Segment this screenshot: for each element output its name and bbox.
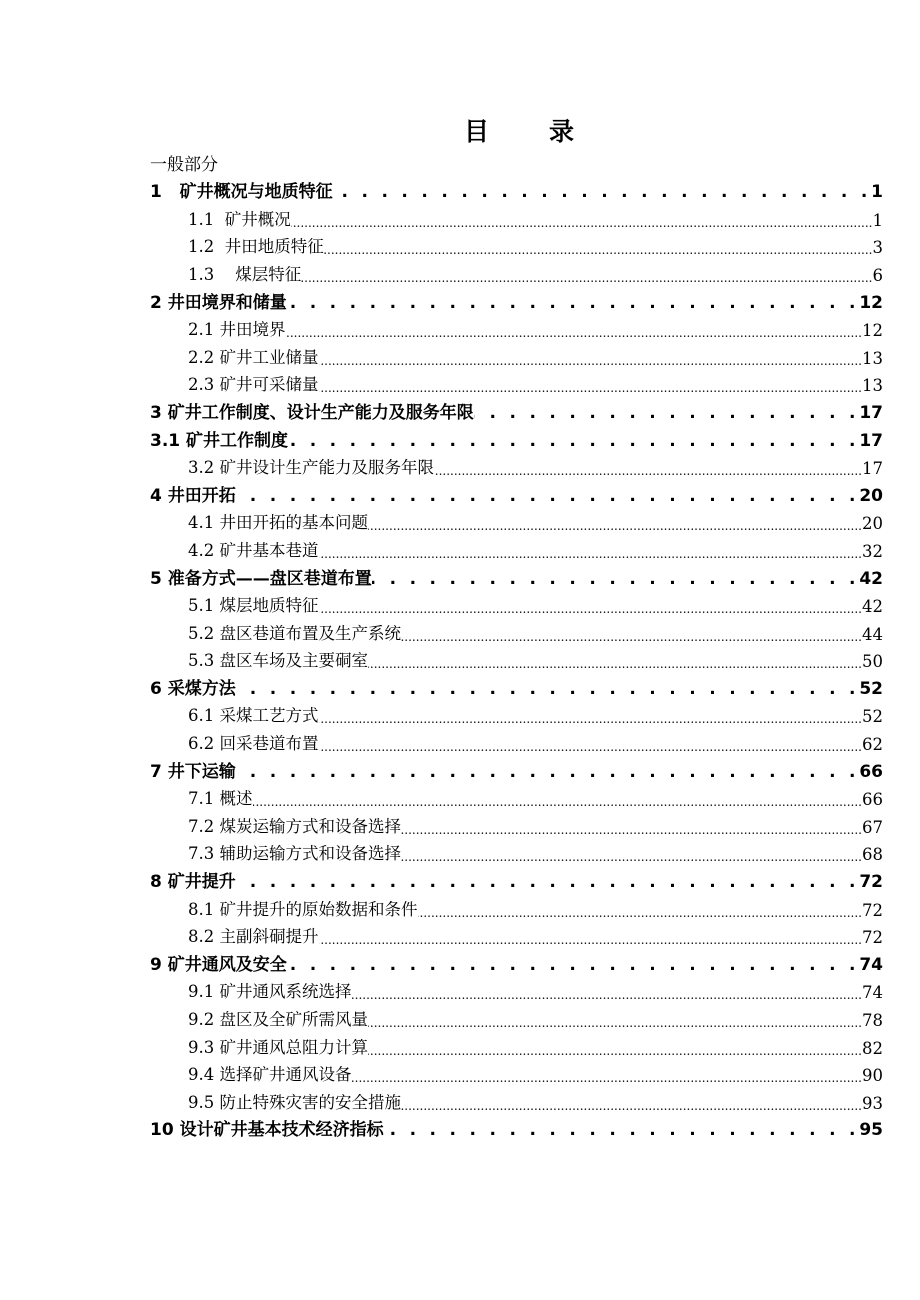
toc-entry-label: 4 井田开拓 [150, 485, 236, 506]
toc-chapter-entry[interactable] [150, 1113, 883, 1141]
toc-entry-label: 7.1 概述 [188, 789, 253, 809]
toc-page-number: 78 [862, 1011, 883, 1030]
toc-leader-dots [319, 602, 863, 616]
toc-page-number: 13 [862, 376, 883, 396]
toc-leader-dots [236, 486, 860, 506]
toc-entry-label: 2.1 井田境界 [188, 320, 286, 340]
toc-leader-dots [319, 933, 863, 947]
toc-page-number: 95 [859, 1120, 883, 1141]
toc-entry-label: 5.2 盘区巷道布置及生产系统 [188, 623, 401, 643]
toc-leader-dots [236, 762, 860, 782]
toc-page-number: 72 [862, 900, 883, 920]
toc-page-number: 74 [859, 954, 883, 975]
toc-page-number: 1 [872, 210, 883, 230]
toc-page-number: 12 [862, 321, 883, 341]
page-title [0, 112, 920, 148]
toc-entry-label: 5 准备方式——盘区巷道布置 [150, 568, 372, 589]
toc-leader-dots [401, 850, 862, 864]
title-char-1: 目 [463, 117, 491, 146]
toc-section-entry[interactable] [150, 1085, 883, 1113]
toc-entry-label: 9.3 矿井通风总阻力计算 [188, 1037, 368, 1057]
toc-section-entry[interactable] [150, 202, 883, 230]
toc-page-number: 90 [862, 1066, 883, 1086]
toc-chapter-entry[interactable] [150, 947, 883, 975]
toc-page-number: 17 [862, 459, 883, 479]
toc-entry-label: 7.3 辅助运输方式和设备选择 [188, 844, 401, 864]
toc-leader-dots [352, 988, 863, 1002]
toc-entry-label: 9.4 选择矿井通风设备 [188, 1065, 352, 1085]
toc-section-entry[interactable] [150, 644, 883, 672]
toc-leader-dots [319, 712, 863, 726]
toc-chapter-entry[interactable] [150, 671, 883, 699]
toc-section-heading [150, 147, 883, 175]
toc-section-entry[interactable] [150, 920, 883, 948]
toc-entry-label: 2.3 矿井可采储量 [188, 375, 319, 395]
toc-leader-dots [319, 354, 863, 368]
toc-entry-label: 7.2 煤炭运输方式和设备选择 [188, 816, 401, 836]
toc-entry-label: 5.1 煤层地质特征 [188, 596, 319, 616]
toc-section-entry[interactable] [150, 892, 883, 920]
toc-section-entry[interactable] [150, 506, 883, 534]
toc-entry-label: 2.2 矿井工业储量 [188, 347, 319, 367]
toc-section-entry[interactable] [150, 589, 883, 617]
toc-entry-label: 8 矿井提升 [150, 872, 236, 893]
toc-page-number: 66 [859, 761, 883, 782]
toc-leader-dots [401, 823, 862, 837]
toc-chapter-entry[interactable] [150, 175, 883, 203]
table-of-contents [150, 147, 883, 1140]
toc-chapter-entry[interactable] [150, 478, 883, 506]
toc-entry-label: 4.2 矿井基本巷道 [188, 540, 319, 560]
toc-entry-label: 1.1 矿井概况 [188, 209, 291, 229]
toc-leader-dots [368, 519, 862, 533]
toc-heading-label: 一般部分 [150, 154, 218, 175]
toc-leader-dots [287, 955, 860, 975]
toc-leader-dots [287, 293, 860, 313]
toc-page-number: 42 [859, 568, 883, 589]
toc-page-number: 13 [862, 348, 883, 368]
toc-section-entry[interactable] [150, 726, 883, 754]
toc-leader-dots [301, 271, 872, 285]
toc-leader-dots [333, 182, 872, 202]
toc-section-entry[interactable] [150, 975, 883, 1003]
toc-page-number: 82 [862, 1038, 883, 1058]
toc-leader-dots [368, 657, 862, 671]
toc-entry-label: 9.5 防止特殊灾害的安全措施 [188, 1092, 401, 1112]
toc-leader-dots [288, 431, 859, 451]
toc-section-entry[interactable] [150, 368, 883, 396]
toc-leader-dots [291, 216, 873, 230]
toc-page-number: 17 [859, 430, 883, 451]
toc-entry-label: 5.3 盘区车场及主要硐室 [188, 651, 368, 671]
toc-page-number: 72 [862, 928, 883, 948]
toc-section-entry[interactable] [150, 1058, 883, 1086]
toc-page-number: 20 [859, 485, 883, 506]
toc-leader-dots [368, 1044, 862, 1058]
toc-section-entry[interactable] [150, 837, 883, 865]
toc-entry-label: 9 矿井通风及安全 [150, 954, 287, 975]
toc-chapter-entry[interactable] [150, 285, 883, 313]
toc-section-entry[interactable] [150, 1002, 883, 1030]
toc-entry-label: 3.1 矿井工作制度 [150, 430, 289, 451]
toc-leader-dots [319, 740, 863, 754]
toc-chapter-entry[interactable] [150, 395, 883, 423]
toc-page-number: 20 [862, 514, 883, 534]
toc-page-number: 3 [872, 238, 883, 258]
toc-section-entry[interactable] [150, 616, 883, 644]
toc-section-entry[interactable] [150, 809, 883, 837]
toc-leader-dots [474, 403, 860, 423]
toc-section-entry[interactable] [150, 782, 883, 810]
toc-leader-dots [236, 872, 860, 892]
toc-entry-label: 6 采煤方法 [150, 678, 236, 699]
toc-page-number: 12 [859, 292, 883, 313]
toc-leader-dots [324, 243, 873, 257]
toc-page-number: 72 [859, 872, 883, 893]
toc-page-number: 42 [862, 597, 883, 617]
toc-leader-dots [384, 1120, 860, 1140]
toc-leader-dots [368, 1016, 862, 1030]
toc-entry-label: 9.2 盘区及全矿所需风量 [188, 1010, 368, 1029]
toc-entry-label: 1.3 煤层特征 [188, 264, 302, 284]
toc-leader-dots [319, 547, 863, 561]
toc-page-number: 50 [862, 652, 883, 672]
toc-entry-label: 7 井下运输 [150, 761, 236, 782]
toc-page-number: 1 [871, 182, 883, 203]
toc-entry-label: 8.1 矿井提升的原始数据和条件 [188, 899, 418, 919]
toc-page-number: 93 [862, 1093, 883, 1113]
toc-section-entry[interactable] [150, 533, 883, 561]
toc-entry-label: 9.1 矿井通风系统选择 [188, 982, 352, 1002]
toc-page-number: 74 [862, 983, 883, 1003]
title-char-2: 录 [549, 117, 577, 146]
toc-page-number: 32 [862, 541, 883, 561]
toc-chapter-entry[interactable] [150, 754, 883, 782]
toc-leader-dots [253, 795, 863, 809]
toc-leader-dots [418, 906, 863, 920]
toc-leader-dots [401, 630, 862, 644]
toc-page-number: 62 [862, 735, 883, 755]
toc-page-number: 67 [862, 817, 883, 837]
toc-leader-dots [236, 679, 860, 699]
toc-page-number: 17 [859, 402, 883, 423]
toc-leader-dots [434, 464, 862, 478]
toc-entry-label: 8.2 主副斜硐提升 [188, 927, 319, 947]
toc-entry-label: 3.2 矿井设计生产能力及服务年限 [188, 458, 434, 478]
toc-page-number: 66 [862, 790, 883, 810]
toc-section-entry[interactable] [150, 257, 883, 285]
toc-chapter-entry[interactable] [150, 561, 883, 589]
toc-page-number: 68 [862, 845, 883, 865]
toc-section-entry[interactable] [150, 230, 883, 258]
toc-leader-dots [286, 326, 863, 340]
toc-section-entry[interactable] [150, 451, 883, 479]
toc-leader-dots [372, 569, 860, 589]
toc-leader-dots [319, 381, 863, 395]
toc-entry-label: 2 井田境界和储量 [150, 292, 287, 313]
toc-entry-label: 1.2 井田地质特征 [188, 237, 324, 257]
toc-entry-label: 6.1 采煤工艺方式 [188, 706, 319, 726]
toc-entry-label: 3 矿井工作制度、设计生产能力及服务年限 [150, 402, 474, 423]
toc-leader-dots [401, 1099, 862, 1113]
toc-page-number: 52 [862, 707, 883, 727]
toc-entry-label: 4.1 井田开拓的基本问题 [188, 513, 368, 533]
toc-entry-label: 6.2 回采巷道布置 [188, 734, 319, 754]
toc-section-entry[interactable] [150, 1030, 883, 1058]
toc-section-entry[interactable] [150, 313, 883, 341]
toc-chapter-entry[interactable] [150, 864, 883, 892]
toc-entry-label: 10 设计矿井基本技术经济指标 [150, 1120, 384, 1141]
toc-section-entry[interactable] [150, 340, 883, 368]
toc-leader-dots [352, 1071, 863, 1085]
toc-page-number: 6 [872, 265, 883, 285]
toc-entry-label: 1 矿井概况与地质特征 [150, 182, 333, 203]
toc-section-entry[interactable] [150, 699, 883, 727]
toc-chapter-entry[interactable] [150, 423, 883, 451]
toc-page-number: 44 [862, 624, 883, 644]
toc-page-number: 52 [859, 678, 883, 699]
